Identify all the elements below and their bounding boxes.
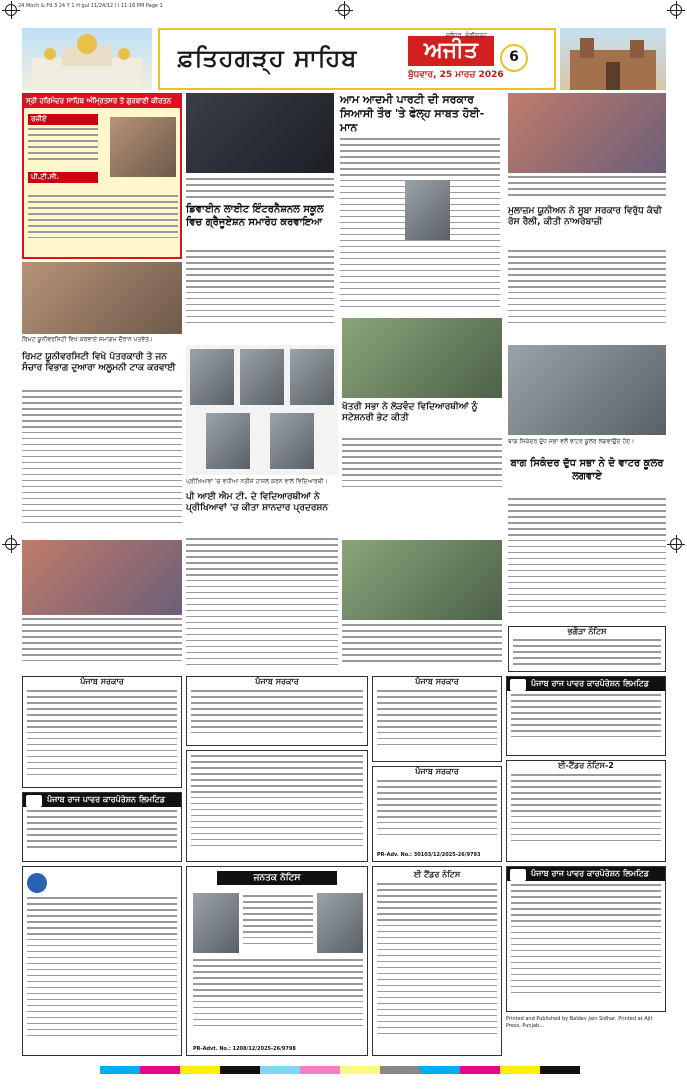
page-number: 6 <box>500 44 528 72</box>
headline: ਆਮ ਆਦਮੀ ਪਾਰਟੀ ਦੀ ਸਰਕਾਰ ਸਿਆਸੀ ਤੌਰ 'ਤੇ ਫੇਲ੍ਹ ਸਾਬਤ ਹੋਈ-ਮਾਨ <box>340 93 485 134</box>
headline: ਮੁਲਾਜ਼ਮ ਯੂਨੀਅਨ ਨੇ ਸੂਬਾ ਸਰਕਾਰ ਵਿਰੁੱਧ ਕੱਢੀ ਰੋਸ ਰੈਲੀ, ਕੀਤੀ ਨਾਅਰੇਬਾਜ਼ੀ <box>508 206 662 228</box>
photo-caption: ਪ੍ਰੀਖਿਆਵਾਂ 'ਚ ਵਧੀਆ ਨਤੀਜੇ ਹਾਸਲ ਕਰਨ ਵਾਲੇ ਵਿਦਿਆਰਥੀ। <box>186 478 328 485</box>
registration-mark <box>670 538 682 550</box>
pseb-logo-icon <box>510 679 526 691</box>
missing-person-photo <box>193 893 239 953</box>
ad-title: ਸ੍ਰੀ ਹਰਿਮੰਦਰ ਸਾਹਿਬ ਅੰਮ੍ਰਿਤਸਰ ਤੋਂ ਗੁਰਬਾਣੀ ਕੀਰਤਨ <box>24 95 180 108</box>
public-notice-ad <box>186 866 368 1056</box>
gurdwara-photo <box>22 28 152 90</box>
pr-advt-number: PR-Adv. No.: 30103/12/2025-26/9793 <box>377 852 481 858</box>
tender-notice-ad <box>372 866 502 1056</box>
politician-portrait <box>405 180 450 240</box>
edition-cities: ਜਲੰਧਰ, ਚੰਡੀਗੜ੍ਹ <box>446 32 487 39</box>
headline: ਪੀ ਆਈ ਐਮ ਟੀ. ਦੇ ਵਿਦਿਆਰਥੀਆਂ ਨੇ ਪ੍ਰੀਖਿਆਵਾਂ 'ਚ ਕੀਤਾ ਸ਼ਾਨਦਾਰ ਪ੍ਰਦਰਸ਼ਨ <box>186 492 329 514</box>
ad-label: ਪੀ.ਟੀ.ਸੀ. <box>28 172 98 183</box>
women-gathering-photo <box>22 540 182 615</box>
khatri-sabha-photo <box>342 318 502 398</box>
registration-mark <box>670 4 682 16</box>
ad-header: ਪੰਜਾਬ ਰਾਜ ਪਾਵਰ ਕਾਰਪੋਰੇਸ਼ਨ ਲਿਮਟਿਡ <box>531 679 649 688</box>
ad-header: ਈ ਟੈਂਡਰ ਨੋਟਿਸ <box>413 870 461 879</box>
newspaper-brand: ਅਜੀਤ <box>408 36 494 66</box>
golden-temple-photo <box>110 117 176 177</box>
missing-person-photo <box>317 893 363 953</box>
notice-title: ਭਗੌੜਾ ਨੋਟਿਸ <box>567 627 607 636</box>
govt-ad <box>22 676 182 788</box>
institute-logo-icon <box>27 873 47 893</box>
headline: ਬਾਗ ਸਿਕੰਦਰ ਦੁੱਧ ਸਭਾ ਨੇ ਦੋ ਵਾਟਰ ਕੂਲਰ ਲਗਵਾਏ <box>510 458 664 482</box>
pseb-ad <box>22 792 182 862</box>
e-tender-ad <box>506 760 666 862</box>
ad-header: ਪੰਜਾਬ ਰਾਜ ਪਾਵਰ ਕਾਰਪੋਰੇਸ਼ਨ ਲਿਮਟਿਡ <box>47 795 165 804</box>
student-photo <box>290 349 334 405</box>
university-ad <box>186 750 368 862</box>
ad-header: ਪੰਜਾਬ ਸਰਕਾਰ <box>415 677 459 686</box>
ad-label: ਰਜ਼ੀਏ <box>28 114 98 125</box>
photo-caption: ਰਿਮਟ ਯੂਨੀਵਰਸਿਟੀ ਵਿਖੇ ਕਰਵਾਏ ਸਮਾਗਮ ਦੌਰਾਨ ਪਤਵੰਤੇ। <box>22 336 153 343</box>
pseb-ad <box>506 866 666 1012</box>
ad-header: ਪੰਜਾਬ ਰਾਜ ਪਾਵਰ ਕਾਰਪੋਰੇਸ਼ਨ ਲਿਮਟਿਡ <box>531 869 649 878</box>
pseb-logo-icon <box>510 869 526 881</box>
fugitive-notice <box>508 626 666 672</box>
pseb-logo-icon <box>26 795 42 807</box>
fort-photo <box>560 28 666 90</box>
donation-photo <box>342 540 502 620</box>
students-photo-grid <box>186 345 338 475</box>
cmyk-color-bar <box>100 1066 580 1074</box>
headline: ਖੱਤਰੀ ਸਭਾ ਨੇ ਲੋੜਵੰਦ ਵਿਦਿਆਰਥੀਆਂ ਨੂੰ ਸਟੇਸ਼ਨਰੀ ਭੇਟ ਕੀਤੀ <box>342 402 478 424</box>
ad-header: ਪੰਜਾਬ ਸਰਕਾਰ <box>255 677 299 686</box>
headline: ਡਿਵਾਈਨ ਲਾਈਟ ਇੰਟਰਨੈਸ਼ਨਲ ਸਕੂਲ ਵਿਚ ਗ੍ਰੈਜੂਏਸ਼ਨ ਸਮਾਰੋਹ ਕਰਵਾਇਆ <box>186 204 324 228</box>
student-photo <box>206 413 250 469</box>
registration-mark <box>5 538 17 550</box>
water-cooler-photo <box>508 345 666 435</box>
headline: ਰਿਮਟ ਯੂਨੀਵਰਸਿਟੀ ਵਿਖੇ ਪੱਤਰਕਾਰੀ ਤੇ ਜਨ ਸੰਚਾਰ ਵਿਭਾਗ ਦੁਆਰਾ ਅਲੂਮਨੀ ਟਾਕ ਕਰਵਾਈ <box>22 352 176 374</box>
print-slug: 24 Moch & Fd 3 24 Y 1 H gul 11/24/12 I I 11:16 PM Page 1 <box>18 3 163 9</box>
protest-photo <box>508 93 666 173</box>
issue-date: ਬੁੱਧਵਾਰ, 25 ਮਾਰਚ 2026 <box>408 70 504 80</box>
printer-line: Printed and Published by Baldev Jain Sidhar, Printed at Ajit Press, Punjab... <box>506 1016 653 1029</box>
photo-caption: ਬਾਗ ਸਿਕੰਦਰ ਦੁੱਧ ਸਭਾ ਵਲੋਂ ਵਾਟਰ ਕੂਲਰ ਲਗਵਾਉਂਦੇ ਹੋਏ। <box>508 438 635 445</box>
pr-advt-number: PR-Advt. No.: 1208/12/2025-26/9798 <box>193 1046 296 1052</box>
kirtan-ad <box>22 93 182 259</box>
student-photo <box>270 413 314 469</box>
section-title: ਫ਼ਤਿਹਗੜ੍ਹ ਸਾਹਿਬ <box>178 44 358 72</box>
rimt-event-photo <box>22 262 182 334</box>
ad-header: ਜਨਤਕ ਨੋਟਿਸ <box>217 871 337 885</box>
institute-ad <box>22 866 182 1056</box>
masthead <box>158 28 556 90</box>
student-photo <box>190 349 234 405</box>
student-photo <box>240 349 284 405</box>
govt-ad <box>372 676 502 762</box>
ad-header: ਪੰਜਾਬ ਸਰਕਾਰ <box>80 677 124 686</box>
registration-mark <box>338 4 350 16</box>
ad-header: ਪੰਜਾਬ ਸਰਕਾਰ <box>415 767 459 776</box>
ad-header: ਈ-ਟੈਂਡਰ ਨੋਟਿਸ-2 <box>558 761 614 770</box>
govt-ad <box>186 676 368 746</box>
pseb-ad <box>506 676 666 756</box>
graduation-photo <box>186 93 334 173</box>
govt-ad <box>372 766 502 862</box>
registration-mark <box>5 4 17 16</box>
